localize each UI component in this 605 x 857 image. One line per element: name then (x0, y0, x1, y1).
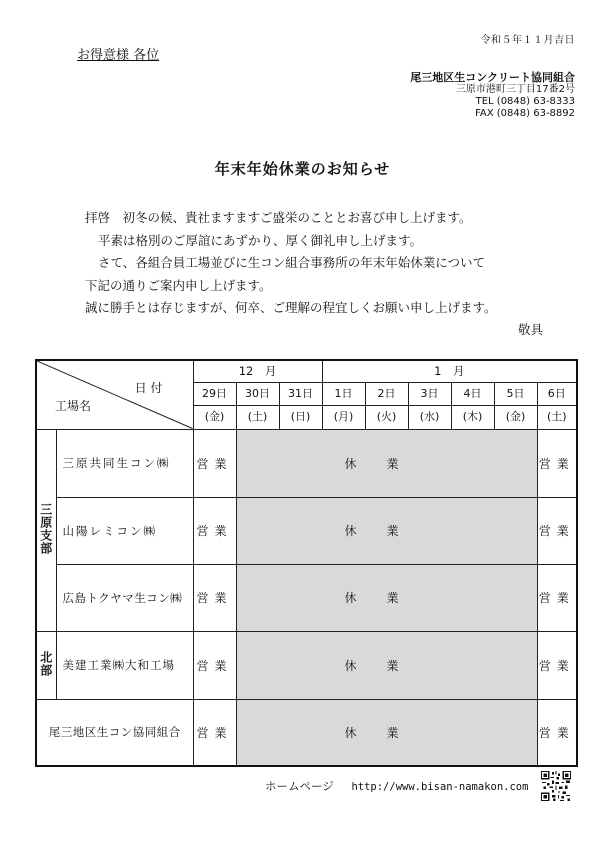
table-row (36, 564, 577, 631)
status-reopen: 営業 (537, 497, 577, 564)
status-open: 営業 (193, 497, 236, 564)
header-date-label: 日 付 (134, 381, 163, 395)
sender-block (410, 71, 575, 120)
page-title: 年末年始休業のお知らせ (214, 160, 391, 178)
status-closed: 休業 (236, 564, 537, 631)
table-row (36, 497, 577, 564)
day-cell: 1日 (322, 382, 365, 405)
month-january: 1 月 (322, 360, 577, 382)
status-closed: 休業 (236, 497, 537, 564)
day-cell: 29日 (193, 382, 236, 405)
qr-code-icon[interactable] (541, 771, 571, 801)
header-plant-label: 工場名 (55, 399, 92, 413)
group-mihara-branch: 三原支部 (36, 429, 56, 631)
corner-header-cell (36, 360, 193, 429)
body-line-3: さて、各組合員工場並びに生コン組合事務所の年末年始休業について (98, 255, 486, 270)
plant-name: 広島トクヤマ生コン㈱ (56, 564, 193, 631)
status-reopen: 営業 (537, 631, 577, 699)
body-line-2: 平素は格別のご厚誼にあずかり、厚く御礼申し上げます。 (98, 232, 423, 248)
table-row (36, 429, 577, 497)
footer (265, 778, 528, 794)
status-reopen: 営業 (537, 429, 577, 497)
weekday-cell: (日) (279, 405, 322, 429)
body-line-5: 誠に勝手とは存じますが、何卒、ご理解の程宜しくお願い申し上げます。 (85, 300, 497, 315)
sender-fax: FAX (0848) 63-8892 (475, 108, 575, 119)
status-closed: 休業 (236, 429, 537, 497)
weekday-cell: (火) (365, 405, 408, 429)
status-reopen: 営業 (537, 699, 577, 766)
day-cell: 31日 (279, 382, 322, 405)
status-open: 営業 (193, 429, 236, 497)
body-line-1: 拝啓 初冬の候、貴社ますますご盛栄のこととお喜び申し上げます。 (85, 210, 472, 225)
weekday-cell: (木) (451, 405, 494, 429)
day-cell: 30日 (236, 382, 279, 405)
weekday-cell: (金) (193, 405, 236, 429)
plant-name: 尾三地区生コン協同組合 (36, 699, 193, 766)
day-cell: 3日 (408, 382, 451, 405)
plant-name: 美建工業㈱大和工場 (56, 631, 193, 699)
day-cell: 6日 (537, 382, 577, 405)
sender-tel: TEL (0848) 63-8333 (475, 96, 575, 107)
sender-address: 三原市港町三丁目17番2号 (455, 84, 575, 95)
status-closed: 休業 (236, 631, 537, 699)
status-open: 営業 (193, 564, 236, 631)
day-cell: 2日 (365, 382, 408, 405)
addressee: お得意様 各位 (77, 48, 160, 63)
sender-org: 尾三地区生コンクリート協同組合 (410, 71, 575, 84)
weekday-cell: (金) (494, 405, 537, 429)
homepage-link[interactable]: http://www.bisan-namakon.com (351, 781, 529, 793)
plant-name: 三原共同生コン㈱ (56, 429, 193, 497)
weekday-cell: (土) (236, 405, 279, 429)
table-row (36, 631, 577, 699)
weekday-cell: (土) (537, 405, 577, 429)
month-december: 12 月 (193, 360, 322, 382)
status-open: 営業 (193, 699, 236, 766)
signoff: 敬具 (517, 322, 543, 337)
status-closed: 休業 (236, 699, 537, 766)
plant-name: 山陽レミコン㈱ (56, 497, 193, 564)
weekday-cell: (水) (408, 405, 451, 429)
diagonal-line (37, 361, 193, 429)
table-row (36, 699, 577, 766)
holiday-schedule-table (35, 359, 578, 767)
status-reopen: 営業 (537, 564, 577, 631)
day-cell: 5日 (494, 382, 537, 405)
group-hokubu: 北部 (36, 631, 56, 699)
weekday-cell: (月) (322, 405, 365, 429)
body-line-4: 下記の通りご案内申し上げます。 (85, 277, 272, 293)
day-cell: 4日 (451, 382, 494, 405)
homepage-label: ホームページ (265, 779, 334, 793)
notice-body (85, 207, 497, 320)
status-open: 営業 (193, 631, 236, 699)
document-date: 令和５年１１月吉日 (480, 35, 575, 46)
